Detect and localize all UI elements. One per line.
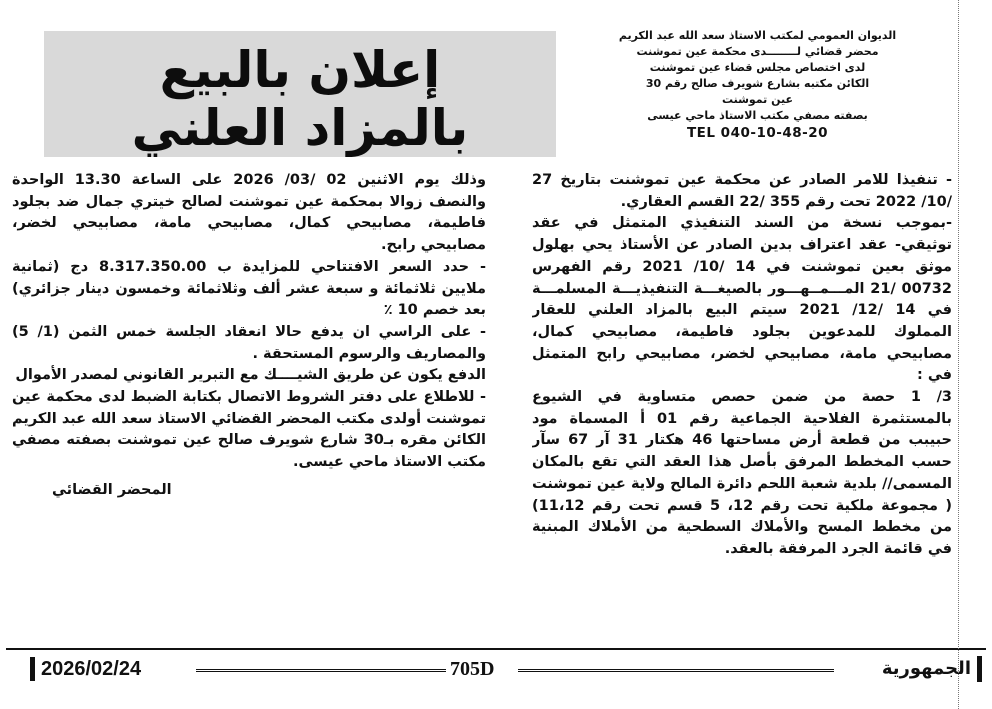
office-line: بصفته مصفي مكتب الاستاذ ماحي عيسى — [647, 109, 868, 122]
ad-title-line-1: إعلان بالبيع — [159, 41, 441, 99]
paragraph-payment-method: الدفع يكون عن طريق الشيــــك مع التبرير القانوني لمصدر الأموال — [15, 367, 486, 384]
bailiff-signature: المحضر القضائي — [52, 481, 172, 498]
paragraph-executive-title: -بموجب نسخة من السند التنفيذي المتمثل في عقد توثيقي- عقد اعتراف بدين الصادر عن الأستاذ يحي بهلول موثق بعين تموشنت في 14 /10/ 2021 رقم الفهرس 00732 /21 المـــمــهـــور بالصيغـــة التنفيذيـــة المسلمـــة في 14 /12/ 2021 سيتم البيع بالمزاد العلني للعقار المملوك للمدعوين بجلود فاطيمة، مصابيحي كمال، مصابيحي مامة، مصابيحي لخضر، مصابيحي رابح المتمثل في : — [532, 215, 952, 384]
bailiff-office-header — [560, 28, 955, 141]
paragraph-property-description: 3/ 1 حصة من ضمن حصص متساوية في الشيوع بالمستثمرة الفلاحية الجماعية رقم 01 أ المسماة مود حبيبب من قطعة أرض مساحتها 46 هكتار 31 آر 67 سآر حسب المخطط المرفق بأصل هذا العقد التي تقع بالمكان المسمى// بلدية شعبة اللحم دائرة المالح ولاية عين تموشنت ( مجموعة ملكية تحت رقم 12، 5 قسم تحت رقم 11،12) من مخطط المسح والأملاك السطحية من الأملاك المبنية في قائمة الجرد المرفقة بالعقد. — [532, 389, 952, 557]
office-line: الكائن مكتبه بشارع شويرف صالح رقم 30 — [645, 77, 870, 90]
left-text-column — [12, 170, 486, 610]
footer-divider — [6, 648, 986, 650]
office-line: الديوان العمومي لمكتب الاستاذ سعد الله عبد الكريم — [618, 29, 897, 42]
office-line: محضر قضائي لــــــــدى محكمة عين تموشنت — [636, 45, 879, 58]
office-telephone: TEL 040-10-48-20 — [686, 125, 829, 141]
newspaper-logo: الجمهورية — [842, 656, 982, 682]
footer-double-rule — [518, 669, 834, 672]
office-line: لدى اختصاص مجلس قضاء عين تموشنت — [649, 61, 866, 74]
ad-title-line-2: بالمزاد العلني — [131, 99, 469, 157]
ad-title-box — [44, 31, 556, 157]
footer-double-rule — [196, 669, 446, 672]
footer-ad-code: 705D — [450, 658, 495, 680]
page-edge-divider — [958, 0, 965, 709]
paragraph-court-order: - تنفيذا للامر الصادر عن محكمة عين تموشنت بتاريخ 27 /10/ 2022 تحت رقم 355 /22 القسم العقاري. — [532, 172, 952, 210]
paragraph-payment-share: - على الراسي ان يدفع حالا انعقاد الجلسة خمس الثمن (1/ 5) والمصاريف والرسوم المستحقة . — [12, 323, 486, 362]
footer-publication-date: 2026/02/24 — [30, 657, 141, 681]
right-text-column — [532, 170, 952, 642]
paragraph-auction-date: وذلك يوم الاثنين 02 /03/ 2026 على الساعة 13.30 الواحدة والنصف زوالا بمحكمة عين تموشنت لصالح خيتري جمال ضد بجلود فاطيمة، مصابيحي كمال، مصابيحي مامة، مصابيحي لخضر، مصابيحي رابح. — [12, 172, 486, 254]
office-line: عين تموشنت — [721, 93, 794, 106]
paragraph-terms-contact: - للاطلاع على دفتر الشروط الاتصال بكتابة الضبط لدى محكمة عين تموشنت أولدى مكتب المحضر القضائي الاستاذ سعد الله عبد الكريم الكائن مقره بـ30 شارع شويرف صالح عين تموشنت بصفته مصفي مكتب الاستاذ ماحي عيسى. — [12, 389, 486, 471]
paragraph-opening-price: - حدد السعر الافتتاحي للمزايدة ب 8.317.350.00 دج (ثمانية ملايين ثلاثمائة و سبعة عشر ألف وثلاثمائة وخمسون دينار جزائري) بعد خصم 10 ٪ — [12, 258, 486, 319]
